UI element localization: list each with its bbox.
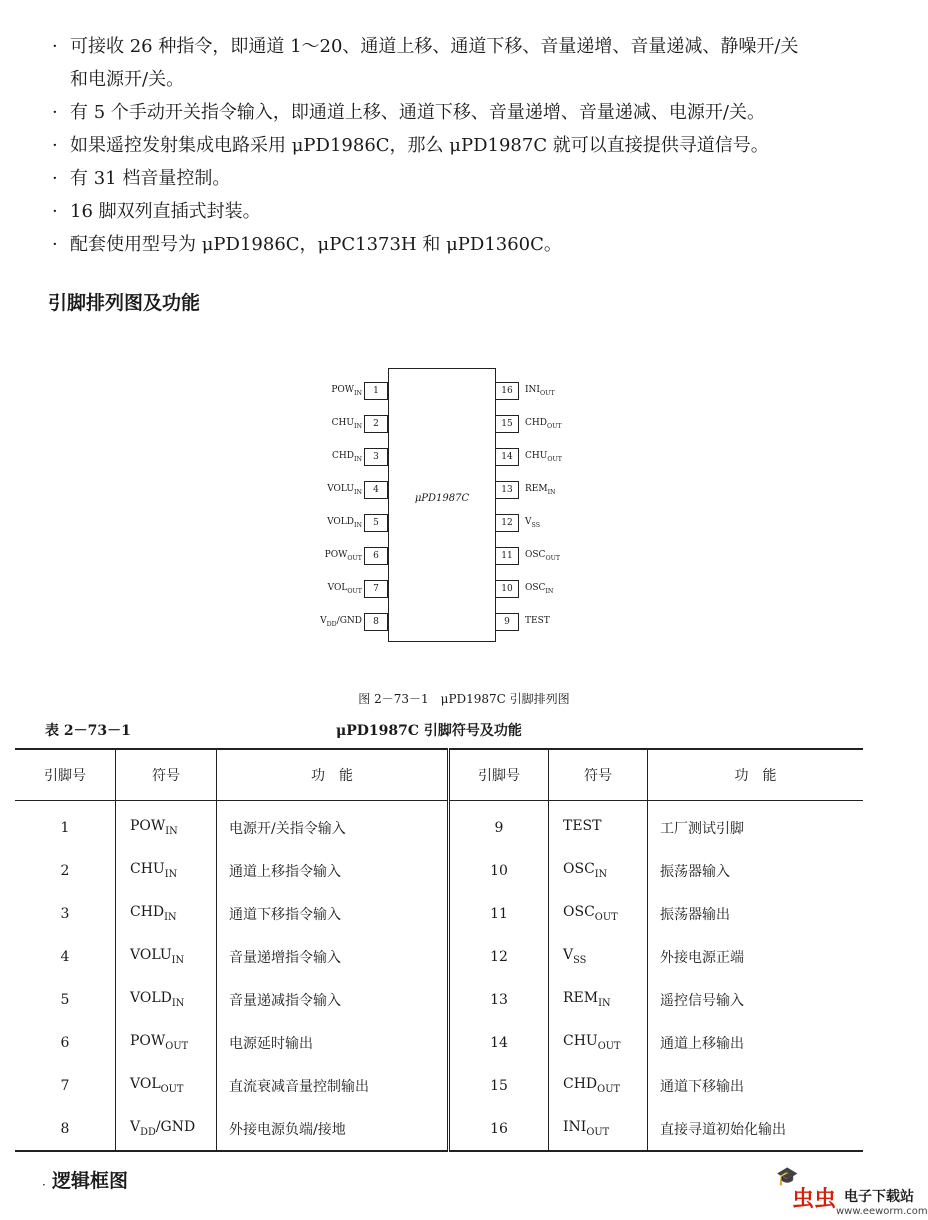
cell-function: 电源延时输出 xyxy=(217,1021,449,1064)
cell-pin: 2 xyxy=(60,862,70,879)
symbol-subscript: IN xyxy=(171,997,185,1009)
pin-symbol-subscript: SS xyxy=(531,521,541,529)
pin-symbol-subscript: OUT xyxy=(547,455,562,463)
pin-symbol-subscript: OUT xyxy=(546,422,562,430)
symbol-name: INI xyxy=(563,1119,587,1136)
table-header-row xyxy=(15,749,863,801)
pin-2-box: 2 xyxy=(364,415,388,433)
pin-symbol-subscript: OUT xyxy=(347,587,362,595)
cell-symbol xyxy=(116,1021,217,1064)
pin-symbol-subscript: IN xyxy=(354,521,362,529)
cell-function: 通道下移指令输入 xyxy=(217,892,449,935)
site-logo[interactable] xyxy=(776,1166,926,1220)
cell-symbol xyxy=(116,1107,217,1151)
symbol-subscript: OUT xyxy=(165,1040,189,1052)
symbol-subscript: IN xyxy=(598,997,611,1009)
table-row xyxy=(15,1064,863,1107)
pin-15-box: 15 xyxy=(495,415,519,433)
table-row xyxy=(15,892,863,935)
pin-symbol-name: OSC xyxy=(525,583,546,593)
symbol-name: CHU xyxy=(563,1033,598,1050)
symbol-name: CHD xyxy=(563,1076,598,1093)
pin-6-label xyxy=(325,549,362,565)
pin-6-box: 6 xyxy=(364,547,388,565)
pin-symbol-name: POW xyxy=(331,385,354,395)
pin-symbol-name: VOLD xyxy=(327,517,354,527)
pin-symbol-subscript: IN xyxy=(354,488,362,496)
cell-function: 直流衰减音量控制输出 xyxy=(217,1064,449,1107)
cell-symbol xyxy=(116,978,217,1021)
feature-item xyxy=(52,129,892,162)
symbol-name: V xyxy=(563,947,574,964)
pin-16-box: 16 xyxy=(495,382,519,400)
cell-pin: 1 xyxy=(60,819,70,836)
feature-text: 可接收 26 种指令，即通道 1～20、通道上移、通道下移、音量递增、音量递减、静噪开/关 xyxy=(70,36,799,57)
pin-11-label xyxy=(525,549,560,565)
pin-1-box: 1 xyxy=(364,382,388,400)
header-function: 功 能 xyxy=(648,749,864,801)
symbol-subscript: IN xyxy=(164,911,177,923)
cell-function: 直接寻道初始化输出 xyxy=(648,1107,864,1151)
symbol-subscript: OUT xyxy=(586,1126,610,1138)
cell-symbol xyxy=(549,935,648,978)
pin-symbol-name: TEST xyxy=(525,616,550,626)
cell-symbol xyxy=(549,801,648,850)
cell-function: 外接电源正端 xyxy=(648,935,864,978)
pin-5-box: 5 xyxy=(364,514,388,532)
header-pin: 引脚号 xyxy=(15,749,116,801)
pin-symbol-subscript: IN xyxy=(547,488,556,496)
pin-5-label xyxy=(327,516,362,532)
feature-text: 配套使用型号为 μPD1986C，μPC1373H 和 μPD1360C。 xyxy=(70,234,562,255)
table-row xyxy=(15,849,863,892)
pin-3-label xyxy=(332,450,362,466)
bullet-dot: · xyxy=(52,201,58,222)
pin-2-label xyxy=(332,417,362,433)
cell-symbol xyxy=(116,849,217,892)
pin-12-box: 12 xyxy=(495,514,519,532)
cell-symbol xyxy=(116,892,217,935)
pin-symbol-name: REM xyxy=(525,484,548,494)
cell-symbol xyxy=(549,1064,648,1107)
pin-symbol-subscript: IN xyxy=(354,389,362,397)
symbol-name: OSC xyxy=(563,861,595,878)
bullet-dot: · xyxy=(52,102,58,123)
ic-package xyxy=(388,368,496,642)
symbol-name: REM xyxy=(563,990,599,1007)
symbol-name: OSC xyxy=(563,904,595,921)
graduation-cap-icon: 🎓 xyxy=(776,1166,799,1187)
pin-13-box: 13 xyxy=(495,481,519,499)
symbol-name: VOLU xyxy=(130,947,172,964)
pin-14-box: 14 xyxy=(495,448,519,466)
cell-function: 通道上移指令输入 xyxy=(217,849,449,892)
symbol-subscript: OUT xyxy=(597,1083,620,1095)
cell-pin: 8 xyxy=(15,1107,116,1151)
pin-13-label xyxy=(525,483,556,499)
cell-symbol xyxy=(549,1107,648,1151)
logo-mark: 虫虫 xyxy=(792,1187,837,1212)
cell-pin: 6 xyxy=(60,1034,70,1051)
feature-text: 如果遥控发射集成电路采用 μPD1986C，那么 μPD1987C 就可以直接提供寻道信号。 xyxy=(70,135,769,156)
figure-caption: 图 2－73－1 μPD1987C 引脚排列图 xyxy=(358,692,570,706)
cell-symbol xyxy=(549,849,648,892)
feature-text-continued: 和电源开/关。 xyxy=(70,69,185,90)
cell-function: 振荡器输入 xyxy=(648,849,864,892)
pin-7-box: 7 xyxy=(364,580,388,598)
pin-14-label xyxy=(525,450,562,466)
pin-11-box: 11 xyxy=(495,547,519,565)
pin-symbol-name: VOLU xyxy=(327,484,354,494)
symbol-subscript: DD xyxy=(140,1126,156,1138)
cell-function: 振荡器输出 xyxy=(648,892,864,935)
cell-pin: 13 xyxy=(449,978,549,1021)
pin-symbol-subscript: IN xyxy=(545,587,554,595)
table-row xyxy=(15,1107,863,1151)
pin-1-label xyxy=(331,384,362,400)
pinout-diagram xyxy=(300,362,600,642)
header-function: 功 能 xyxy=(217,749,449,801)
pin-4-box: 4 xyxy=(364,481,388,499)
pin-function-table xyxy=(15,748,863,1152)
symbol-name: VOL xyxy=(130,1076,161,1093)
feature-text: 16 脚双列直插式封装。 xyxy=(70,201,261,222)
symbol-name: POW xyxy=(130,818,166,835)
cell-pin: 16 xyxy=(449,1107,549,1151)
bullet-dot: · xyxy=(52,135,58,156)
feature-text: 有 31 档音量控制。 xyxy=(70,168,231,189)
pin-symbol-name: CHU xyxy=(331,418,354,428)
table-title: μPD1987C 引脚符号及功能 xyxy=(336,723,522,739)
symbol-subscript: IN xyxy=(164,868,178,880)
logo-text: 电子下载站 xyxy=(844,1189,914,1205)
pin-12-label xyxy=(525,516,540,532)
pin-10-label xyxy=(525,582,553,598)
cell-function: 工厂测试引脚 xyxy=(648,801,864,850)
pin-symbol-name: POW xyxy=(324,550,348,560)
pin-symbol-subscript: DD xyxy=(326,620,337,628)
cell-function: 遥控信号输入 xyxy=(648,978,864,1021)
cell-pin: 5 xyxy=(60,991,70,1008)
pin-symbol-name: CHU xyxy=(525,451,548,461)
symbol-subscript: OUT xyxy=(594,911,618,923)
symbol-name: V xyxy=(130,1119,141,1136)
feature-item xyxy=(52,30,892,96)
pin-symbol-name: VOL xyxy=(327,583,348,593)
symbol-name: VOLD xyxy=(130,990,172,1007)
cell-symbol xyxy=(116,801,217,850)
bullet-dot: · xyxy=(52,36,58,57)
cell-symbol xyxy=(549,978,648,1021)
cell-function: 音量递增指令输入 xyxy=(217,935,449,978)
pin-symbol-name: INI xyxy=(525,385,540,395)
cell-symbol xyxy=(116,1064,217,1107)
pin-symbol-name: CHD xyxy=(525,418,547,428)
section-title-logic: 逻辑框图 xyxy=(52,1170,129,1192)
pin-16-label xyxy=(525,384,555,400)
symbol-subscript: IN xyxy=(171,954,185,966)
table-row xyxy=(15,978,863,1021)
pin-symbol-name: V xyxy=(525,517,532,527)
header-symbol: 符号 xyxy=(549,749,648,801)
feature-item xyxy=(52,195,892,228)
pin-8-box: 8 xyxy=(364,613,388,631)
table-row xyxy=(15,1021,863,1064)
pin-10-box: 10 xyxy=(495,580,519,598)
section-title-pinout: 引脚排列图及功能 xyxy=(48,292,201,314)
cell-function: 外接电源负端/接地 xyxy=(217,1107,449,1151)
pin-3-box: 3 xyxy=(364,448,388,466)
cell-pin: 12 xyxy=(449,935,549,978)
cell-function: 通道下移输出 xyxy=(648,1064,864,1107)
pin-symbol-subscript: IN xyxy=(354,422,362,430)
pin-15-label xyxy=(525,417,562,433)
table-row xyxy=(15,935,863,978)
cell-pin: 3 xyxy=(60,905,70,922)
pin-symbol-name: CHD xyxy=(332,451,354,461)
cell-pin: 10 xyxy=(449,849,549,892)
cell-function: 电源开/关指令输入 xyxy=(217,801,449,850)
pin-8-label xyxy=(320,615,362,631)
logo-url: www.eeworm.com xyxy=(836,1206,928,1217)
symbol-name: POW xyxy=(130,1033,166,1050)
header-symbol: 符号 xyxy=(116,749,217,801)
cell-symbol xyxy=(116,935,217,978)
pin-symbol-subscript: OUT xyxy=(540,389,555,397)
symbol-subscript: IN xyxy=(594,868,608,880)
pin-symbol-name: V xyxy=(320,616,327,626)
header-pin: 引脚号 xyxy=(449,749,549,801)
feature-item xyxy=(52,228,892,261)
feature-list xyxy=(52,30,892,261)
cell-symbol xyxy=(549,892,648,935)
cell-pin: 7 xyxy=(60,1077,70,1094)
bullet-dot: · xyxy=(52,168,58,189)
pin-symbol-subscript: OUT xyxy=(545,554,561,562)
symbol-name: TEST xyxy=(563,818,602,835)
pin-4-label xyxy=(327,483,362,499)
symbol-subscript: OUT xyxy=(160,1083,184,1095)
bullet-dot: · xyxy=(52,234,58,255)
feature-item xyxy=(52,96,892,129)
symbol-subscript: OUT xyxy=(597,1040,621,1052)
cell-pin: 11 xyxy=(449,892,549,935)
pin-symbol-name: OSC xyxy=(525,550,546,560)
symbol-name: CHD xyxy=(130,904,165,921)
symbol-subscript: SS xyxy=(573,954,587,966)
symbol-subscript: IN xyxy=(165,825,178,837)
cell-pin: 15 xyxy=(449,1064,549,1107)
symbol-suffix: /GND xyxy=(155,1119,196,1136)
table-id: 表 2－73－1 xyxy=(45,723,131,739)
cell-function: 通道上移输出 xyxy=(648,1021,864,1064)
pin-7-label xyxy=(328,582,362,598)
pin-9-label xyxy=(525,615,550,631)
table-row xyxy=(15,801,863,850)
bullet-mark: · xyxy=(42,1178,46,1192)
pin-symbol-suffix: /GND xyxy=(336,616,362,626)
cell-function: 音量递减指令输入 xyxy=(217,978,449,1021)
cell-pin: 14 xyxy=(449,1021,549,1064)
cell-pin: 4 xyxy=(60,948,70,965)
pin-symbol-subscript: OUT xyxy=(347,554,362,562)
pin-symbol-subscript: IN xyxy=(354,455,362,463)
feature-item xyxy=(52,162,892,195)
pin-9-box: 9 xyxy=(495,613,519,631)
feature-text: 有 5 个手动开关指令输入，即通道上移、通道下移、音量递增、音量递减、电源开/关。 xyxy=(70,102,765,123)
symbol-name: CHU xyxy=(130,861,165,878)
ic-label: μPD1987C xyxy=(414,493,470,504)
cell-pin: 9 xyxy=(449,801,549,850)
cell-symbol xyxy=(549,1021,648,1064)
